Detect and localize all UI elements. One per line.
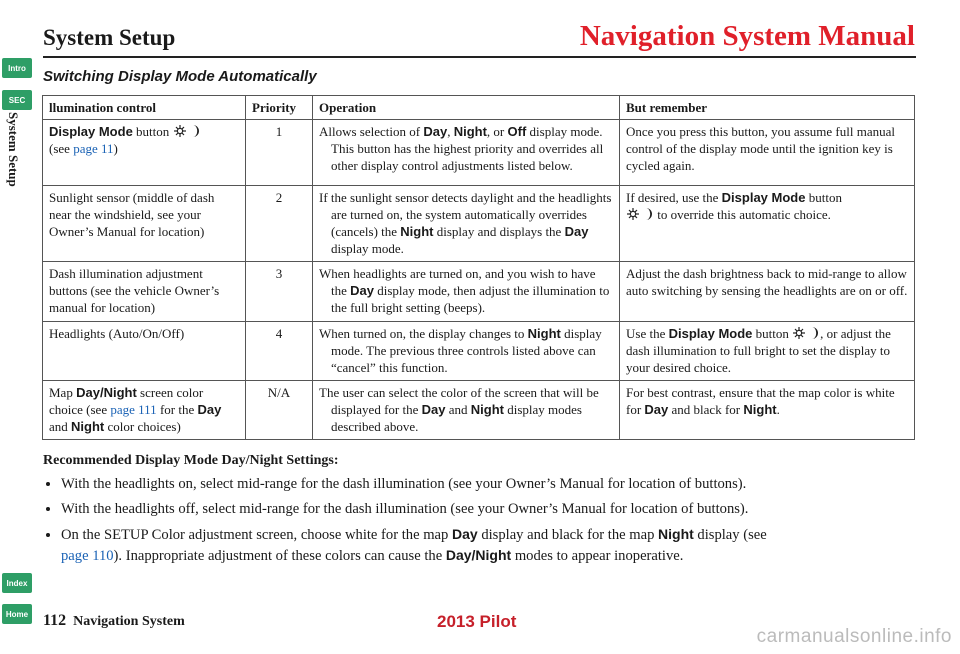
day-night-label: Day/Night [445,547,512,563]
priority-cell: 2 [246,186,313,262]
header-rule [43,56,916,58]
remember-cell [620,186,915,262]
cell-text: display and black for the map [477,527,659,543]
column-header: llumination control [43,96,246,120]
column-header: Operation [313,96,620,120]
cell-text: , [447,124,454,139]
off-label: Off [507,124,527,139]
recommended-list [43,474,931,571]
section-label: System Setup [6,112,21,187]
cell-text: and [445,402,471,417]
footer-text: Navigation System [73,614,185,629]
priority-cell: N/A [246,381,313,440]
cell-text: display mode. This button has the highest priority and overrides all other display control adjustments listed below. [331,124,604,173]
cell-text: , or adjust the dash illumination to full bright to set the display to your desired choice. [626,326,891,375]
sec-tab[interactable]: SEC [2,90,32,110]
list-item [61,524,931,566]
night-label: Night [400,224,434,239]
cell-text: , or [486,124,508,139]
control-cell: Sunlight sensor (middle of dash near the windshield, see your Owner’s Manual for location) [43,186,246,262]
remember-cell: Adjust the dash brightness back to mid-range to allow auto switching by sensing the headlights are on or off. [620,262,915,322]
page-title: System Setup [43,25,176,50]
page-link[interactable]: page 111 [110,402,157,417]
control-cell [43,381,246,440]
day-label: Day [350,283,374,298]
display-mode-label: Display Mode [668,326,753,341]
cell-text: The user can select the color of the screen that will be displayed for the [319,385,599,417]
display-mode-label: Display Mode [721,190,806,205]
section-heading: Switching Display Mode Automatically [43,68,317,85]
cell-text: display (see [693,527,767,543]
night-label: Night [453,124,487,139]
control-cell: Headlights (Auto/On/Off) [43,322,246,381]
cell-text: display mode. [331,241,404,256]
cell-text: to override this automatic choice. [654,207,831,222]
night-label: Night [103,385,137,400]
cell-text: for the [156,402,198,417]
display-mode-label: Display Mode [49,124,133,139]
cell-text: button [805,190,842,205]
column-header: But remember [620,96,915,120]
cell-text: On the SETUP Color adjustment screen, choose white for the map [61,527,452,543]
cell-text: and black for [668,402,744,417]
cell-text: When headlights are turned on, and you wish to have the [319,266,596,298]
day-label: Day [423,124,448,139]
day-label: Day [197,402,222,417]
page-number: 112 [43,612,67,629]
cell-text: When turned on, the display changes to [319,326,528,341]
day-label: Day [76,385,100,400]
cell-text: display and displays the [433,224,565,239]
cell-text: Use the [626,326,669,341]
cell-text: If the sunlight sensor detects daylight and the headlights are turned on, the system automatically overrides (cancels) the [319,190,612,239]
priority-cell: 3 [246,262,313,322]
operation-cell [313,381,620,440]
remember-cell [620,322,915,381]
table-row [43,381,915,440]
night-label: Night [71,419,105,434]
watermark: carmanualsonline.info [756,626,952,647]
priority-cell: 4 [246,322,313,381]
cell-text: Allows selection of [319,124,424,139]
operation-cell [313,322,620,381]
day-label: Day [644,402,669,417]
cell-text: ) [113,141,118,156]
column-header: Priority [246,96,313,120]
list-item: • With the headlights off, select mid-range for the dash illumination (see your Owner’s Manual for location of buttons). [61,499,931,519]
recommended-heading: Recommended Display Mode Day/Night Settings: [43,453,339,468]
cell-text: display mode. The previous three controls listed above can “cancel” this function. [331,326,602,375]
sun-moon-icon [173,124,201,138]
cell-text: ). Inappropriate adjustment of these colors can cause the [113,548,446,564]
cell-text: button [136,124,170,139]
table-row [43,322,915,381]
cell-text: modes to appear inoperative. [511,548,684,564]
page-footer [43,612,185,630]
cell-text: If desired, use the [626,190,722,205]
cell-text: For best contrast, ensure that the map color is white for [626,385,895,417]
page-link[interactable]: page 110 [61,548,114,564]
priority-cell: 1 [246,120,313,186]
cell-text: (see [49,141,74,156]
night-label: Night [527,326,561,341]
slash-label: / [99,385,104,400]
operation-cell [313,186,620,262]
cell-text: screen color choice (see [49,385,204,417]
intro-tab[interactable]: Intro [2,58,32,78]
cell-text: display mode, then adjust the illumination to the full bright setting (beeps). [331,283,610,315]
day-label: Day [421,402,446,417]
day-label: Day [451,526,478,542]
night-label: Night [470,402,504,417]
list-item: • With the headlights on, select mid-range for the dash illumination (see your Owner’s Manual for location of buttons). [61,474,931,494]
operation-cell [313,120,620,186]
night-label: Night [658,526,694,542]
display-mode-table [42,95,915,440]
control-cell [43,120,246,186]
table-row [43,262,915,322]
cell-text: display modes described above. [331,402,582,434]
sun-moon-icon [626,207,654,221]
page-link[interactable]: page 11 [73,141,114,156]
cell-text: color choices) [104,419,181,434]
operation-cell [313,262,620,322]
remember-cell [620,381,915,440]
table-header-row [43,96,915,120]
model-label: 2013 Pilot [437,612,517,631]
table-row [43,186,915,262]
table-row [43,120,915,186]
cell-text: . [776,402,780,417]
sun-moon-icon [792,326,820,340]
manual-title: Navigation System Manual [579,20,915,52]
index-tab[interactable]: Index [2,573,32,593]
day-label: Day [564,224,589,239]
control-cell: Dash illumination adjustment buttons (see the vehicle Owner’s manual for location) [43,262,246,322]
night-label: Night [743,402,777,417]
cell-text: and [49,419,72,434]
remember-cell: Once you press this button, you assume full manual control of the display mode until the ignition key is cycled again. [620,120,915,186]
cell-text: button [752,326,793,341]
home-tab[interactable]: Home [2,604,32,624]
cell-text: Map [49,385,77,400]
